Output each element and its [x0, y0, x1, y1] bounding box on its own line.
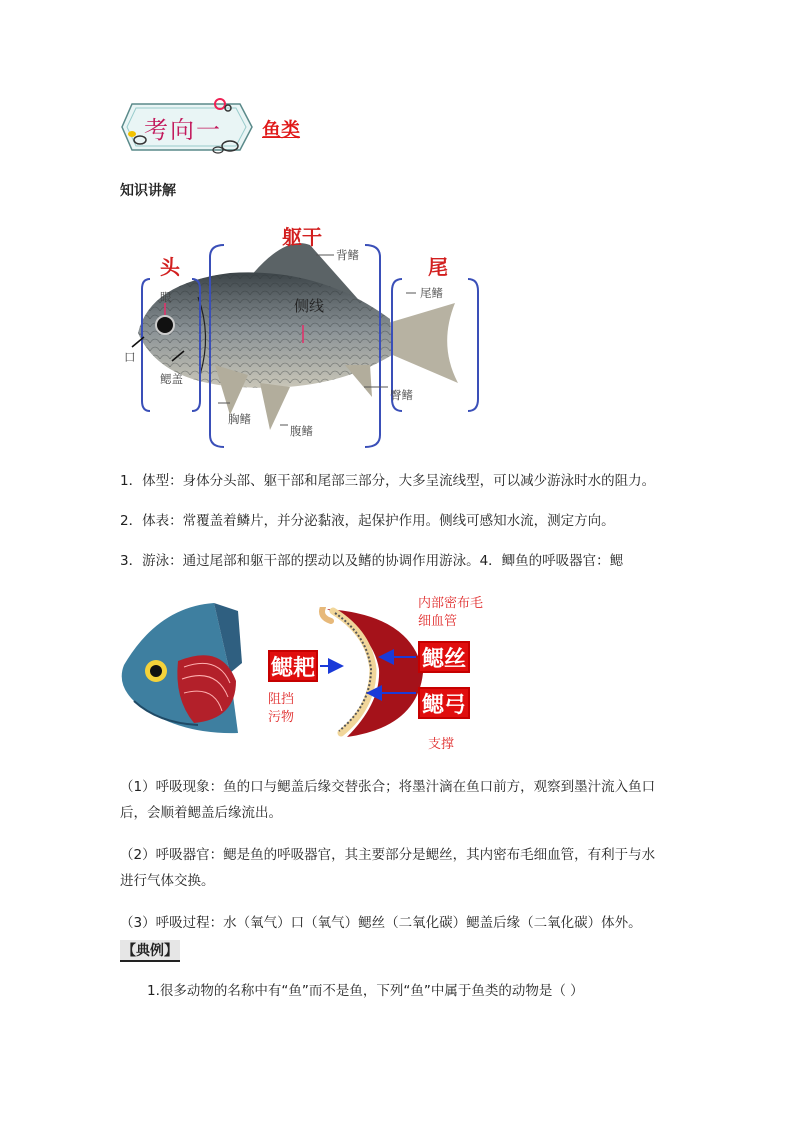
knowledge-heading: 知识讲解	[120, 183, 176, 199]
example-heading: 【典例】	[120, 940, 180, 962]
box-gill-filament: 鳃丝	[418, 641, 470, 673]
part-pelvic-fin: 腹鳍	[290, 424, 313, 438]
part-mouth: 口	[124, 350, 136, 364]
part-dorsal-fin: 背鳍	[336, 248, 359, 262]
box-gill-raker: 鳃耙	[268, 650, 318, 682]
breathing-p2-line1: （2）呼吸器官：鳃是鱼的呼吸器官，其主要部分是鳃丝，其内密布毛细血管，有利于与水	[120, 847, 656, 863]
breathing-p2-line2: 进行气体交换。	[120, 873, 215, 889]
gill-diagram	[118, 595, 488, 755]
part-pectoral-fin: 胸鳍	[228, 412, 251, 426]
part-eye: 眼	[160, 290, 172, 304]
gill-arrows	[118, 595, 488, 755]
label-tail: 尾	[428, 255, 448, 279]
part-lateral-line: 侧线	[294, 297, 325, 315]
label-trunk: 躯干	[282, 225, 322, 249]
point-2: 2．体表：常覆盖着鳞片，并分泌黏液，起保护作用。侧线可感知水流，测定方向。	[120, 513, 615, 529]
note-block: 阻挡污物	[268, 692, 295, 725]
section-badge	[118, 96, 258, 158]
note-capillary: 内部密布毛细血管	[418, 596, 484, 629]
box-gill-arch: 鳃弓	[418, 687, 470, 719]
breathing-p3: （3）呼吸过程：水（氧气）口（氧气）鳃丝（二氧化碳）鳃盖后缘（二氧化碳）体外。	[120, 915, 642, 931]
section-title: 鱼类	[262, 119, 301, 141]
example-question-1: 1.很多动物的名称中有“鱼”而不是鱼，下列“鱼”中属于鱼类的动物是（ ）	[147, 983, 584, 999]
point-3: 3．游泳：通过尾部和躯干部的摆动以及鳍的协调作用游泳。4．鲫鱼的呼吸器官：鳃	[120, 553, 624, 569]
label-head: 头	[160, 255, 180, 279]
breathing-p1-line1: （1）呼吸现象：鱼的口与鳃盖后缘交替张合；将墨汁滴在鱼口前方，观察到墨汁流入鱼口	[120, 779, 656, 795]
part-gill-cover: 鳃盖	[160, 372, 183, 386]
badge-text: 考向一	[144, 116, 222, 144]
point-1: 1．体型：身体分头部、躯干部和尾部三部分，大多呈流线型，可以减少游泳时水的阻力。	[120, 473, 656, 489]
note-support: 支撑	[428, 737, 455, 752]
part-tail-fin: 尾鳍	[420, 286, 443, 300]
part-anal-fin: 臀鳍	[390, 388, 413, 402]
breathing-p1-line2: 后，会顺着鳃盖后缘流出。	[120, 805, 282, 821]
fish-anatomy-diagram	[120, 215, 490, 450]
